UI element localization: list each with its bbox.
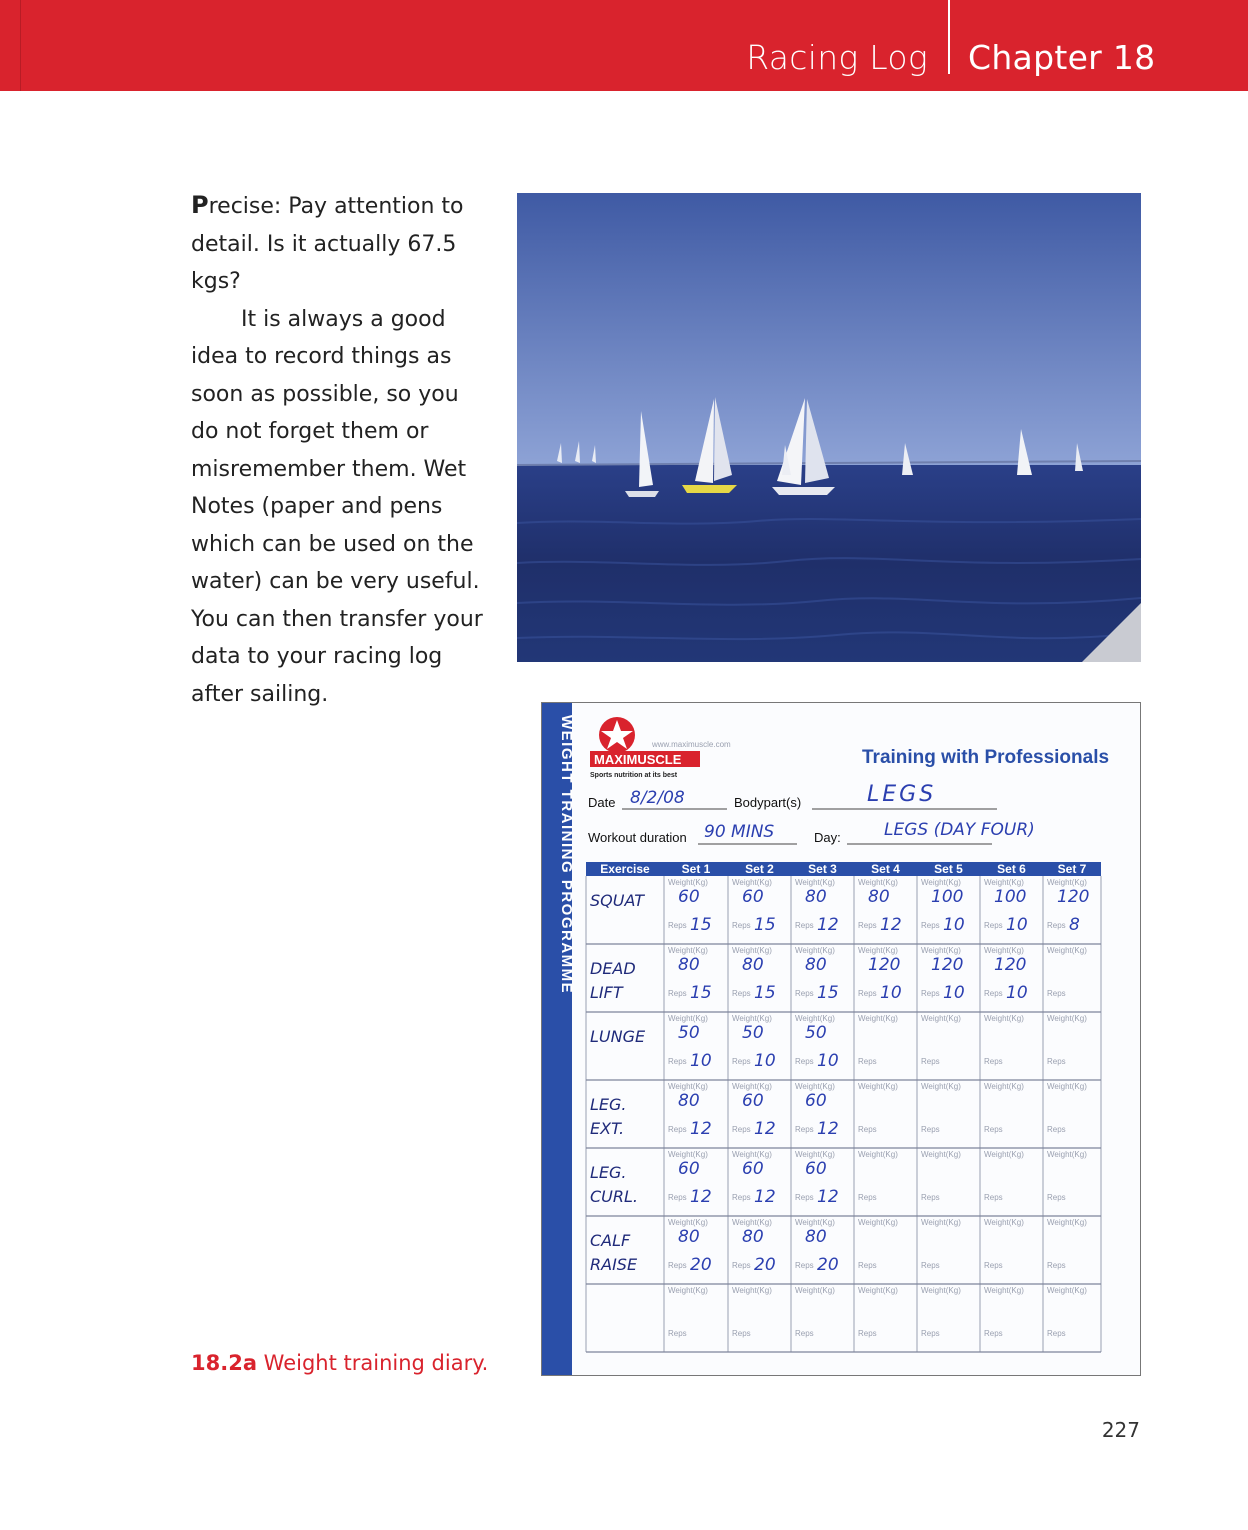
diary-reps-label: Reps	[858, 1329, 877, 1338]
sailing-photo	[517, 193, 1141, 662]
diary-reps-value: 20	[817, 1255, 839, 1275]
figure-caption	[191, 1351, 488, 1375]
diary-weight-label: Weight(Kg)	[921, 1286, 961, 1295]
diary-weight-label: Weight(Kg)	[732, 878, 772, 887]
sailing-photo-image	[517, 193, 1141, 662]
diary-column-header: Exercise	[600, 862, 650, 876]
diary-reps-label: Reps	[795, 1261, 814, 1270]
diary-reps-label: Reps	[921, 1193, 940, 1202]
diary-weight-value: 60	[742, 887, 764, 907]
diary-reps-label: Reps	[858, 1261, 877, 1270]
diary-weight-label: Weight(Kg)	[668, 1150, 708, 1159]
diary-weight-label: Weight(Kg)	[1047, 1014, 1087, 1023]
diary-reps-label: Reps	[984, 1329, 1003, 1338]
diary-reps-label: Reps	[858, 1057, 877, 1066]
diary-reps-label: Reps	[984, 1261, 1003, 1270]
diary-reps-label: Reps	[984, 1193, 1003, 1202]
header-section-title: Racing Log	[746, 38, 928, 77]
diary-weight-label: Weight(Kg)	[668, 1286, 708, 1295]
diary-reps-label: Reps	[732, 1261, 751, 1270]
diary-reps-label: Reps	[1047, 1193, 1066, 1202]
diary-brand-url: www.maximuscle.com	[652, 740, 731, 749]
diary-reps-label: Reps	[1047, 921, 1066, 930]
diary-weight-label: Weight(Kg)	[858, 1150, 898, 1159]
paragraph-1	[191, 187, 486, 301]
diary-reps-value: 12	[817, 1119, 839, 1139]
diary-reps-label: Reps	[795, 1125, 814, 1134]
diary-weight-value: 80	[805, 955, 827, 975]
diary-weight-label: Weight(Kg)	[732, 1218, 772, 1227]
caption-number: 18.2a	[191, 1351, 257, 1375]
diary-weight-label: Weight(Kg)	[795, 1082, 835, 1091]
diary-weight-label: Weight(Kg)	[1047, 946, 1087, 955]
diary-reps-label: Reps	[668, 989, 687, 998]
diary-weight-value: 80	[742, 955, 764, 975]
diary-reps-value: 10	[690, 1051, 712, 1071]
diary-weight-label: Weight(Kg)	[921, 1218, 961, 1227]
diary-column-header: Set 5	[934, 862, 963, 876]
diary-reps-value: 10	[880, 983, 902, 1003]
diary-date-label: Date	[588, 795, 616, 810]
diary-brand-sub: Sports nutrition at its best	[590, 772, 678, 779]
diary-day-value: LEGS (DAY FOUR)	[884, 820, 1035, 840]
diary-reps-label: Reps	[858, 1193, 877, 1202]
diary-weight-label: Weight(Kg)	[921, 1150, 961, 1159]
diary-weight-label: Weight(Kg)	[668, 1218, 708, 1227]
diary-weight-label: Weight(Kg)	[921, 1082, 961, 1091]
diary-weight-value: 120	[994, 955, 1027, 975]
diary-weight-label: Weight(Kg)	[984, 1218, 1024, 1227]
diary-reps-label: Reps	[795, 1193, 814, 1202]
diary-column-header: Set 7	[1057, 862, 1087, 876]
diary-reps-value: 20	[690, 1255, 712, 1275]
diary-weight-value: 60	[742, 1159, 764, 1179]
diary-weight-value: 80	[742, 1227, 764, 1247]
diary-reps-label: Reps	[795, 921, 814, 930]
diary-reps-label: Reps	[732, 1125, 751, 1134]
diary-weight-label: Weight(Kg)	[795, 1218, 835, 1227]
diary-day-label: Day:	[814, 830, 841, 845]
diary-exercise-name: LUNGE	[590, 1027, 646, 1046]
diary-weight-value: 50	[742, 1023, 764, 1043]
diary-weight-label: Weight(Kg)	[732, 1286, 772, 1295]
diary-reps-label: Reps	[1047, 989, 1066, 998]
weight-training-diary-scan	[541, 702, 1141, 1376]
diary-reps-label: Reps	[921, 1329, 940, 1338]
diary-weight-label: Weight(Kg)	[858, 946, 898, 955]
diary-weight-value: 60	[742, 1091, 764, 1111]
diary-reps-label: Reps	[668, 921, 687, 930]
header-divider	[948, 0, 950, 74]
caption-text: Weight training diary.	[263, 1351, 489, 1375]
diary-reps-label: Reps	[1047, 1329, 1066, 1338]
diary-reps-label: Reps	[858, 989, 877, 998]
diary-weight-label: Weight(Kg)	[795, 946, 835, 955]
diary-reps-label: Reps	[732, 1329, 751, 1338]
diary-reps-value: 12	[817, 1187, 839, 1207]
diary-reps-label: Reps	[984, 989, 1003, 998]
diary-reps-label: Reps	[858, 1125, 877, 1134]
diary-exercise-name: DEAD	[590, 959, 636, 978]
diary-weight-value: 120	[1057, 887, 1090, 907]
diary-reps-label: Reps	[921, 1125, 940, 1134]
diary-weight-value: 60	[805, 1159, 827, 1179]
diary-weight-value: 100	[994, 887, 1027, 907]
diary-weight-label: Weight(Kg)	[984, 878, 1024, 887]
diary-reps-value: 12	[880, 915, 902, 935]
diary-weight-value: 60	[678, 1159, 700, 1179]
diary-reps-value: 15	[690, 915, 712, 935]
diary-weight-label: Weight(Kg)	[1047, 1150, 1087, 1159]
diary-heading: Training with Professionals	[862, 747, 1110, 768]
diary-exercise-name: EXT.	[590, 1119, 625, 1138]
diary-weight-label: Weight(Kg)	[921, 946, 961, 955]
diary-column-header: Set 4	[871, 862, 900, 876]
diary-reps-label: Reps	[984, 1125, 1003, 1134]
diary-weight-label: Weight(Kg)	[1047, 1082, 1087, 1091]
diary-weight-label: Weight(Kg)	[668, 878, 708, 887]
diary-weight-label: Weight(Kg)	[668, 1082, 708, 1091]
diary-reps-value: 8	[1069, 915, 1080, 935]
diary-date-value: 8/2/08	[630, 788, 685, 808]
diary-weight-label: Weight(Kg)	[858, 878, 898, 887]
diary-reps-value: 20	[754, 1255, 776, 1275]
diary-weight-label: Weight(Kg)	[795, 1150, 835, 1159]
diary-column-header: Set 2	[745, 862, 774, 876]
diary-reps-value: 15	[690, 983, 712, 1003]
diary-reps-label: Reps	[1047, 1057, 1066, 1066]
diary-duration-label: Workout duration	[588, 830, 687, 845]
diary-reps-value: 12	[690, 1119, 712, 1139]
diary-weight-label: Weight(Kg)	[668, 1014, 708, 1023]
diary-weight-value: 80	[678, 1091, 700, 1111]
diary-weight-value: 100	[931, 887, 964, 907]
diary-exercise-name: SQUAT	[590, 891, 645, 910]
diary-reps-label: Reps	[668, 1057, 687, 1066]
diary-weight-value: 50	[678, 1023, 700, 1043]
diary-brand: MAXIMUSCLE	[594, 752, 682, 767]
paragraph-1-text: recise: Pay attention to detail. Is it actually 67.5 kgs?	[191, 194, 464, 294]
diary-weight-label: Weight(Kg)	[858, 1082, 898, 1091]
diary-reps-value: 10	[1006, 915, 1028, 935]
diary-reps-label: Reps	[668, 1261, 687, 1270]
diary-reps-label: Reps	[732, 989, 751, 998]
diary-weight-value: 80	[868, 887, 890, 907]
diary-reps-label: Reps	[921, 1261, 940, 1270]
body-text	[191, 187, 486, 713]
diary-reps-label: Reps	[668, 1329, 687, 1338]
paragraph-2: It is always a good idea to record things as soon as possible, so you do not forget them or misremember them. Wet Notes (paper and pens which can be used on the water) can be very useful. You can then transfer your data to your racing log after sailing.	[191, 306, 483, 707]
chapter-header-bar	[0, 0, 1248, 91]
diary-reps-label: Reps	[1047, 1261, 1066, 1270]
diary-exercise-name: LEG.	[590, 1095, 627, 1114]
diary-reps-label: Reps	[795, 1057, 814, 1066]
diary-reps-label: Reps	[668, 1193, 687, 1202]
diary-reps-label: Reps	[921, 1057, 940, 1066]
page-number: 227	[1101, 1418, 1140, 1442]
diary-reps-value: 12	[817, 915, 839, 935]
diary-weight-value: 120	[931, 955, 964, 975]
diary-reps-label: Reps	[732, 1193, 751, 1202]
diary-reps-label: Reps	[795, 1329, 814, 1338]
diary-reps-label: Reps	[795, 989, 814, 998]
diary-exercise-name: RAISE	[590, 1255, 638, 1274]
diary-weight-label: Weight(Kg)	[858, 1014, 898, 1023]
diary-reps-value: 15	[754, 915, 776, 935]
diary-weight-value: 80	[805, 887, 827, 907]
diary-weight-value: 80	[678, 1227, 700, 1247]
diary-weight-label: Weight(Kg)	[858, 1286, 898, 1295]
diary-form	[542, 703, 1141, 1376]
diary-reps-value: 10	[943, 983, 965, 1003]
diary-reps-label: Reps	[732, 921, 751, 930]
diary-reps-label: Reps	[668, 1125, 687, 1134]
diary-reps-label: Reps	[1047, 1125, 1066, 1134]
diary-weight-label: Weight(Kg)	[984, 1014, 1024, 1023]
diary-weight-label: Weight(Kg)	[984, 946, 1024, 955]
diary-weight-label: Weight(Kg)	[795, 1014, 835, 1023]
diary-column-header: Set 6	[997, 862, 1026, 876]
diary-reps-label: Reps	[984, 921, 1003, 930]
diary-weight-label: Weight(Kg)	[984, 1082, 1024, 1091]
diary-bodypart-value: LEGS	[867, 782, 937, 807]
diary-exercise-name: CURL.	[590, 1187, 638, 1206]
diary-reps-value: 12	[754, 1187, 776, 1207]
diary-weight-value: 60	[805, 1091, 827, 1111]
diary-side-title: WEIGHT TRAINING PROGRAMME	[558, 715, 575, 995]
diary-weight-label: Weight(Kg)	[1047, 1218, 1087, 1227]
diary-reps-value: 10	[754, 1051, 776, 1071]
diary-bodypart-label: Bodypart(s)	[734, 795, 802, 810]
diary-weight-label: Weight(Kg)	[795, 1286, 835, 1295]
diary-weight-value: 80	[805, 1227, 827, 1247]
diary-reps-label: Reps	[732, 1057, 751, 1066]
diary-reps-label: Reps	[858, 921, 877, 930]
diary-reps-value: 10	[943, 915, 965, 935]
diary-weight-value: 50	[805, 1023, 827, 1043]
diary-exercise-name: LIFT	[590, 983, 623, 1002]
diary-reps-label: Reps	[921, 921, 940, 930]
diary-weight-label: Weight(Kg)	[668, 946, 708, 955]
diary-exercise-name: LEG.	[590, 1163, 627, 1182]
diary-reps-label: Reps	[984, 1057, 1003, 1066]
diary-weight-label: Weight(Kg)	[921, 878, 961, 887]
diary-weight-value: 80	[678, 955, 700, 975]
diary-reps-label: Reps	[921, 989, 940, 998]
diary-weight-label: Weight(Kg)	[795, 878, 835, 887]
diary-column-header: Set 3	[808, 862, 837, 876]
diary-weight-label: Weight(Kg)	[1047, 878, 1087, 887]
diary-weight-value: 120	[868, 955, 901, 975]
header-chapter-title: Chapter 18	[968, 38, 1156, 77]
diary-weight-label: Weight(Kg)	[984, 1150, 1024, 1159]
diary-weight-label: Weight(Kg)	[921, 1014, 961, 1023]
header-edge-line	[20, 0, 21, 91]
diary-weight-label: Weight(Kg)	[732, 1082, 772, 1091]
diary-weight-label: Weight(Kg)	[732, 1150, 772, 1159]
diary-reps-value: 10	[1006, 983, 1028, 1003]
diary-reps-value: 15	[817, 983, 839, 1003]
diary-reps-value: 10	[817, 1051, 839, 1071]
diary-weight-label: Weight(Kg)	[858, 1218, 898, 1227]
diary-column-header: Set 1	[681, 862, 711, 876]
diary-reps-value: 15	[754, 983, 776, 1003]
diary-weight-label: Weight(Kg)	[732, 1014, 772, 1023]
diary-weight-label: Weight(Kg)	[732, 946, 772, 955]
diary-weight-value: 60	[678, 887, 700, 907]
diary-reps-value: 12	[690, 1187, 712, 1207]
diary-exercise-name: CALF	[590, 1231, 631, 1250]
diary-weight-label: Weight(Kg)	[1047, 1286, 1087, 1295]
diary-weight-label: Weight(Kg)	[984, 1286, 1024, 1295]
diary-reps-value: 12	[754, 1119, 776, 1139]
diary-duration-value: 90 MINS	[704, 822, 775, 842]
dropcap: P	[191, 191, 209, 219]
